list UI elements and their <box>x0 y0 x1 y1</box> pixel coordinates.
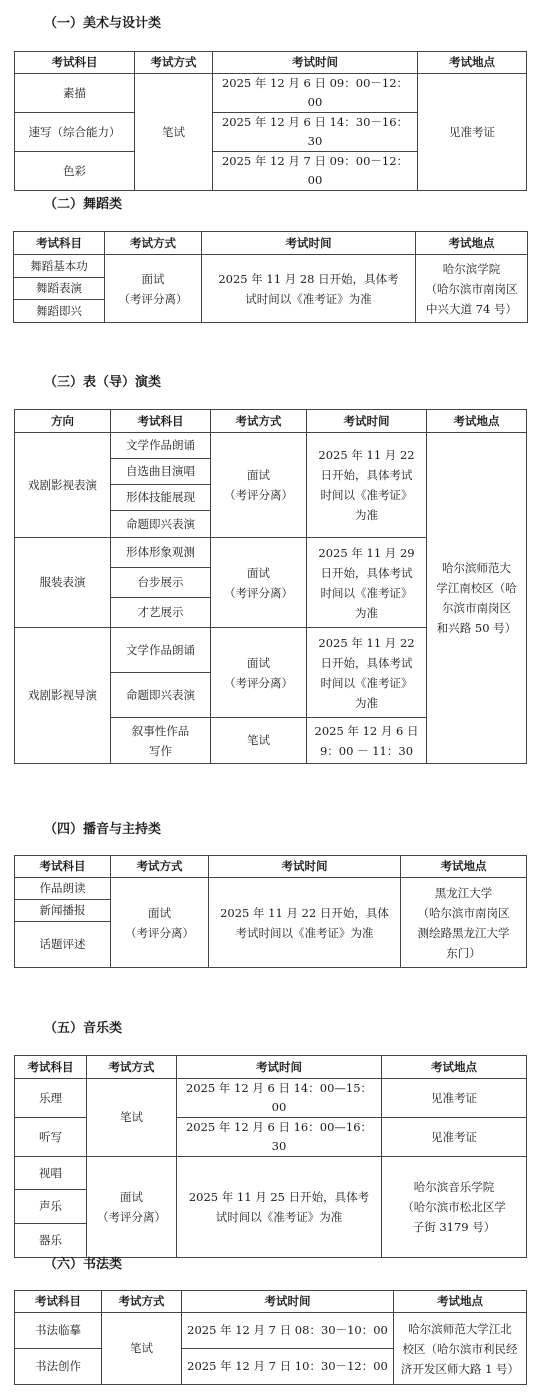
location-cell: 哈尔滨音乐学院 （哈尔滨市松北区学 子街 3179 号） <box>382 1157 527 1258</box>
subject-cell: 新闻播报 <box>15 900 111 922</box>
subject-cell: 命题即兴表演 <box>111 673 211 718</box>
section-heading-music: （五）音乐类 <box>44 1021 123 1036</box>
header-time: 考试时间 <box>182 1291 394 1313</box>
header-subject: 考试科目 <box>15 1056 87 1079</box>
subject-cell: 叙事性作品 写作 <box>111 718 211 764</box>
table-broadcasting <box>14 855 527 968</box>
subject-cell: 台步展示 <box>111 568 211 598</box>
time-cell: 2025 年 11 月 22 日开始，具体考试 时间以《准考证》 为准 <box>307 628 427 718</box>
location-cell: 哈尔滨学院 （哈尔滨市南岗区 中兴大道 74 号） <box>416 255 528 323</box>
location-cell: 黑龙江大学 （哈尔滨市南岗区 测绘路黑龙江大学 东门） <box>401 878 527 968</box>
subject-cell: 声乐 <box>15 1190 87 1224</box>
direction-cell: 戏剧影视表演 <box>15 433 111 538</box>
subject-cell: 色彩 <box>15 152 135 191</box>
header-subject: 考试科目 <box>14 232 105 255</box>
subject-cell: 作品朗读 <box>15 878 111 900</box>
header-method: 考试方式 <box>111 856 209 878</box>
location-cell: 哈尔滨师范大学江北 校区（哈尔滨市利民经 济开发区师大路 1 号） <box>394 1313 527 1385</box>
subject-cell: 才艺展示 <box>111 598 211 628</box>
time-cell: 2025 年 11 月 29 日开始，具体考试 时间以《准考证》 为准 <box>307 538 427 628</box>
time-cell: 2025 年 12 月 6 日 14：30－16：30 <box>213 113 418 152</box>
header-time: 考试时间 <box>202 232 416 255</box>
subject-cell: 素描 <box>15 74 135 113</box>
header-time: 考试时间 <box>209 856 401 878</box>
time-cell: 2025 年 11 月 25 日开始，具体考 试时间以《准考证》为准 <box>177 1157 382 1258</box>
subject-cell: 视唱 <box>15 1157 87 1190</box>
header-location: 考试地点 <box>416 232 528 255</box>
header-time: 考试时间 <box>177 1056 382 1079</box>
subject-cell: 器乐 <box>15 1224 87 1258</box>
time-cell: 2025 年 11 月 22 日开始，具体考试 时间以《准考证》 为准 <box>307 433 427 538</box>
subject-cell: 文学作品朗诵 <box>111 433 211 459</box>
header-method: 考试方式 <box>211 410 307 433</box>
subject-cell: 舞蹈表演 <box>14 278 105 300</box>
header-method: 考试方式 <box>105 232 202 255</box>
table-performance <box>14 409 527 764</box>
header-location: 考试地点 <box>394 1291 527 1313</box>
method-cell: 面试 （考评分离） <box>111 878 209 968</box>
subject-cell: 文学作品朗诵 <box>111 628 211 673</box>
time-cell: 2025 年 12 月 6 日 09：00－12：00 <box>213 74 418 113</box>
header-location: 考试地点 <box>418 52 527 74</box>
location-cell: 哈尔滨师范大 学江南校区（哈 尔滨市南岗区 和兴路 50 号） <box>427 433 527 764</box>
method-cell: 面试 （考评分离） <box>211 538 307 628</box>
subject-cell: 自选曲目演唱 <box>111 459 211 485</box>
subject-cell: 话题评述 <box>15 922 111 968</box>
table-art-design <box>14 51 527 191</box>
header-method: 考试方式 <box>102 1291 182 1313</box>
method-cell: 面试 （考评分离） <box>211 628 307 718</box>
header-subject: 考试科目 <box>15 52 135 74</box>
time-cell: 2025 年 12 月 6 日 16：00—16：30 <box>177 1118 382 1157</box>
table-dance <box>13 231 528 323</box>
method-cell: 面试 （考评分离） <box>211 433 307 538</box>
time-cell: 2025 年 12 月 6 日 9：00 － 11：30 <box>307 718 427 764</box>
header-time: 考试时间 <box>213 52 418 74</box>
method-cell: 笔试 <box>135 74 213 191</box>
time-cell: 2025 年 12 月 7 日 08：30－10：00 <box>182 1313 394 1349</box>
subject-cell: 书法创作 <box>15 1349 102 1385</box>
subject-cell: 命题即兴表演 <box>111 511 211 538</box>
header-location: 考试地点 <box>382 1056 527 1079</box>
header-subject: 考试科目 <box>15 1291 102 1313</box>
time-cell: 2025 年 12 月 7 日 09：00－12：00 <box>213 152 418 191</box>
header-subject: 考试科目 <box>111 410 211 433</box>
method-cell: 面试 （考评分离） <box>87 1157 177 1258</box>
header-location: 考试地点 <box>401 856 527 878</box>
header-method: 考试方式 <box>87 1056 177 1079</box>
table-calligraphy <box>14 1290 527 1385</box>
method-cell: 笔试 <box>87 1079 177 1157</box>
section-heading-calligraphy: （六）书法类 <box>44 1257 123 1272</box>
direction-cell: 服装表演 <box>15 538 111 628</box>
method-cell: 笔试 <box>211 718 307 764</box>
subject-cell: 形体形象观测 <box>111 538 211 568</box>
section-heading-broadcasting: （四）播音与主持类 <box>44 822 162 837</box>
time-cell: 2025 年 12 月 6 日 14：00—15：00 <box>177 1079 382 1118</box>
subject-cell: 形体技能展现 <box>111 485 211 511</box>
method-cell: 笔试 <box>102 1313 182 1385</box>
header-time: 考试时间 <box>307 410 427 433</box>
section-heading-performance: （三）表（导）演类 <box>44 375 162 390</box>
header-method: 考试方式 <box>135 52 213 74</box>
header-direction: 方向 <box>15 410 111 433</box>
subject-cell: 听写 <box>15 1118 87 1157</box>
section-heading-dance: （二）舞蹈类 <box>44 197 123 212</box>
section-heading-art-design: （一）美术与设计类 <box>44 16 162 31</box>
header-subject: 考试科目 <box>15 856 111 878</box>
location-cell: 见准考证 <box>382 1079 527 1118</box>
subject-cell: 舞蹈基本功 <box>14 255 105 278</box>
time-cell: 2025 年 11 月 28 日开始，具体考 试时间以《准考证》为准 <box>202 255 416 323</box>
subject-cell: 乐理 <box>15 1079 87 1118</box>
subject-cell: 速写（综合能力） <box>15 113 135 152</box>
subject-cell: 书法临摹 <box>15 1313 102 1349</box>
time-cell: 2025 年 11 月 22 日开始，具体 考试时间以《准考证》为准 <box>209 878 401 968</box>
time-cell: 2025 年 12 月 7 日 10：30－12：00 <box>182 1349 394 1385</box>
header-location: 考试地点 <box>427 410 527 433</box>
table-music <box>14 1055 527 1258</box>
subject-cell: 舞蹈即兴 <box>14 300 105 323</box>
location-cell: 见准考证 <box>382 1118 527 1157</box>
location-cell: 见准考证 <box>418 74 527 191</box>
method-cell: 面试 （考评分离） <box>105 255 202 323</box>
direction-cell: 戏剧影视导演 <box>15 628 111 764</box>
